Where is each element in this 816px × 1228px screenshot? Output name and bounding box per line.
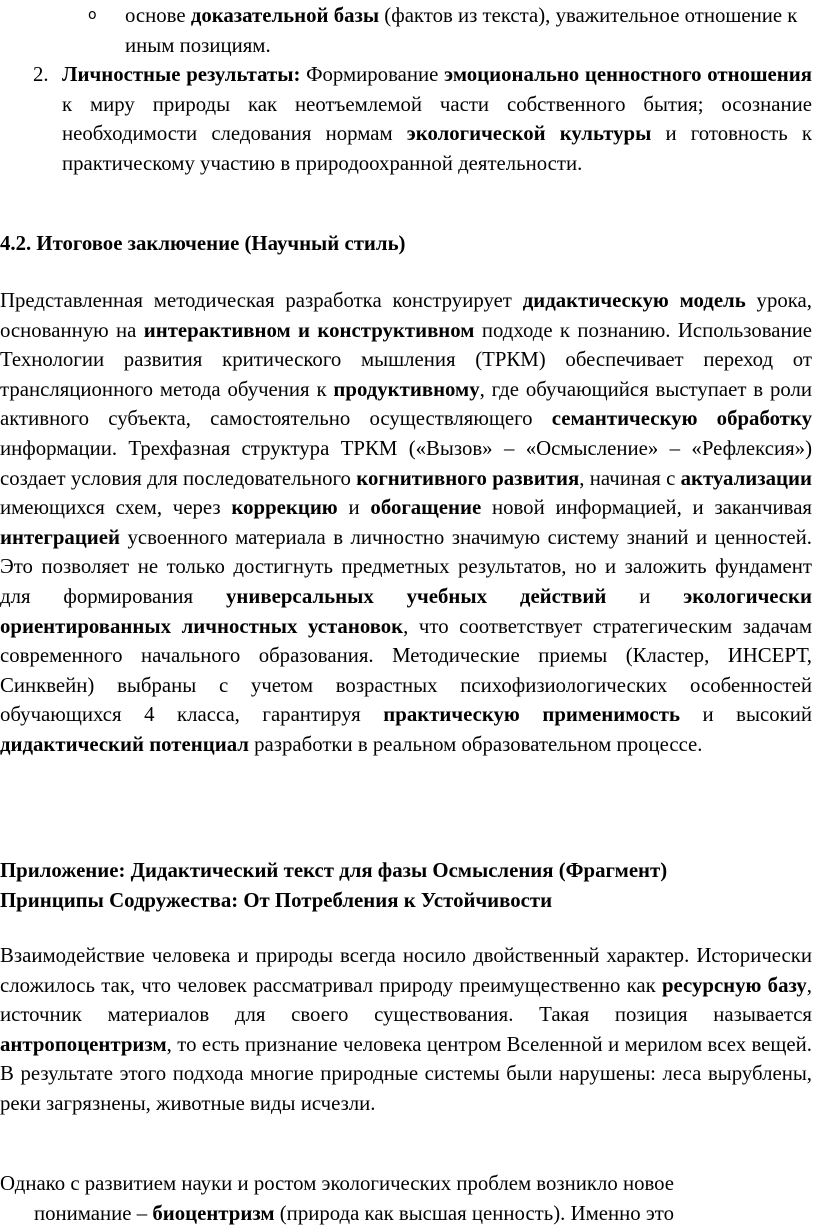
bold-term: актуализации [680, 466, 812, 490]
bold-term: антропоцентризм [0, 1032, 167, 1056]
text-run: , начиная с [579, 466, 681, 490]
bold-term: когнитивного развития [356, 466, 580, 490]
list-number: 2. [33, 63, 49, 86]
text-run: и [606, 584, 684, 608]
text-run: и высокий [679, 703, 812, 727]
text-run: Формирование [300, 63, 445, 86]
text-run: Взаимодействие человека и природы всегда носило двойственный характер. Исторически сложилось так, что человек рассматривал природу преимущественно как [0, 944, 812, 997]
text-run: (фактов из текста), уважительное отношение к иным позициям. [125, 4, 798, 57]
appendix-subheading-line: Принципы Содружества: От Потребления к Устойчивости [0, 888, 553, 912]
text-run: новой информацией, и заканчивая [481, 496, 812, 520]
bold-term: интерактивном и конструктивном [143, 318, 475, 342]
bold-term: универсальных учебных действий [226, 584, 607, 608]
bold-term: интеграцией [0, 525, 120, 549]
text-run: подходе к познанию. Использование Технологии развития критического мышления (ТРКМ) обеспечивает переход от трансляционного метода обучения к [0, 318, 812, 401]
bullet-marker: o [88, 7, 97, 23]
bullet-item-text [125, 1, 812, 60]
text-run: разработки в реальном образовательном процессе. [248, 732, 703, 756]
bold-term: обогащение [370, 496, 482, 520]
numbered-item-text [62, 60, 812, 178]
text-run: Представленная методическая разработка конструирует [0, 289, 523, 312]
text-run: к миру природы как неотъемлемой части собственного бытия; осознание необходимости следования нормам [62, 92, 812, 146]
text-run: имеющихся схем, через [0, 496, 232, 520]
appendix-paragraph-2 [0, 1169, 812, 1228]
bold-term: практическую применимость [383, 703, 680, 727]
text-run: понимание – [34, 1201, 153, 1225]
bold-term: Личностные результаты: [62, 63, 301, 86]
conclusion-paragraph [0, 286, 812, 760]
bold-term: продуктивному [333, 377, 480, 401]
appendix-paragraph [0, 941, 812, 1119]
text-run: Однако с развитием науки и ростом экологических проблем возникло новое [0, 1172, 675, 1195]
text-run: основе [125, 4, 191, 27]
bold-term: экологической культуры [406, 122, 652, 146]
bold-term: экологически ориентированных личностных установок [0, 584, 812, 638]
bold-term: дидактический потенциал [0, 732, 249, 756]
text-run: , то есть признание человека центром Вселенной и мерилом всех вещей. В результате этого подхода многие природные системы были нарушены: леса вырублены, реки загрязнены, животные виды исчезли. [0, 1032, 812, 1115]
text-run: усвоенного материала в личностно значимую систему знаний и ценностей. Это позволяет не только достигнуть предметных результатов, но и заложить фундамент для формирования [0, 525, 812, 608]
bold-term: семантическую обработку [551, 407, 812, 431]
section-heading: 4.2. Итоговое заключение (Научный стиль) [0, 232, 406, 255]
text-run: (природа как высшая ценность). Именно это [274, 1201, 674, 1225]
text-run: урока, основанную на [0, 289, 812, 342]
appendix-heading [0, 856, 812, 915]
text-run: , источник материалов для своего существования. Такая позиция называется [0, 973, 812, 1027]
appendix-heading-line: Приложение: Дидактический текст для фазы Осмысления (Фрагмент) [0, 859, 668, 882]
bold-term: ресурсную базу [661, 973, 807, 997]
text-run: , что соответствует стратегическим задачам современного начального образования. Методические приемы (Кластер, ИНСЕРТ, Синквейн) выбраны с учетом возрастных психофизиологических особенностей обучающихся 4 класса, гарантируя [0, 614, 813, 727]
text-run: и [337, 496, 371, 520]
bold-term: дидактическую модель [522, 289, 746, 312]
text-run: информации. Трехфазная структура ТРКМ («Вызов» – «Осмысление» – «Рефлексия») создает условия для последовательного [0, 436, 812, 490]
bold-term: биоцентризм [152, 1201, 275, 1225]
text-run: , где обучающийся выступает в роли активного субъекта, самостоятельно осуществляющего [0, 377, 812, 431]
text-run: и готовность к практическому участию в природоохранной деятельности. [62, 122, 812, 175]
bold-term: эмоционально ценностного отношения [444, 63, 812, 86]
bold-term: доказательной базы [190, 4, 380, 27]
bold-term: коррекцию [231, 496, 338, 520]
